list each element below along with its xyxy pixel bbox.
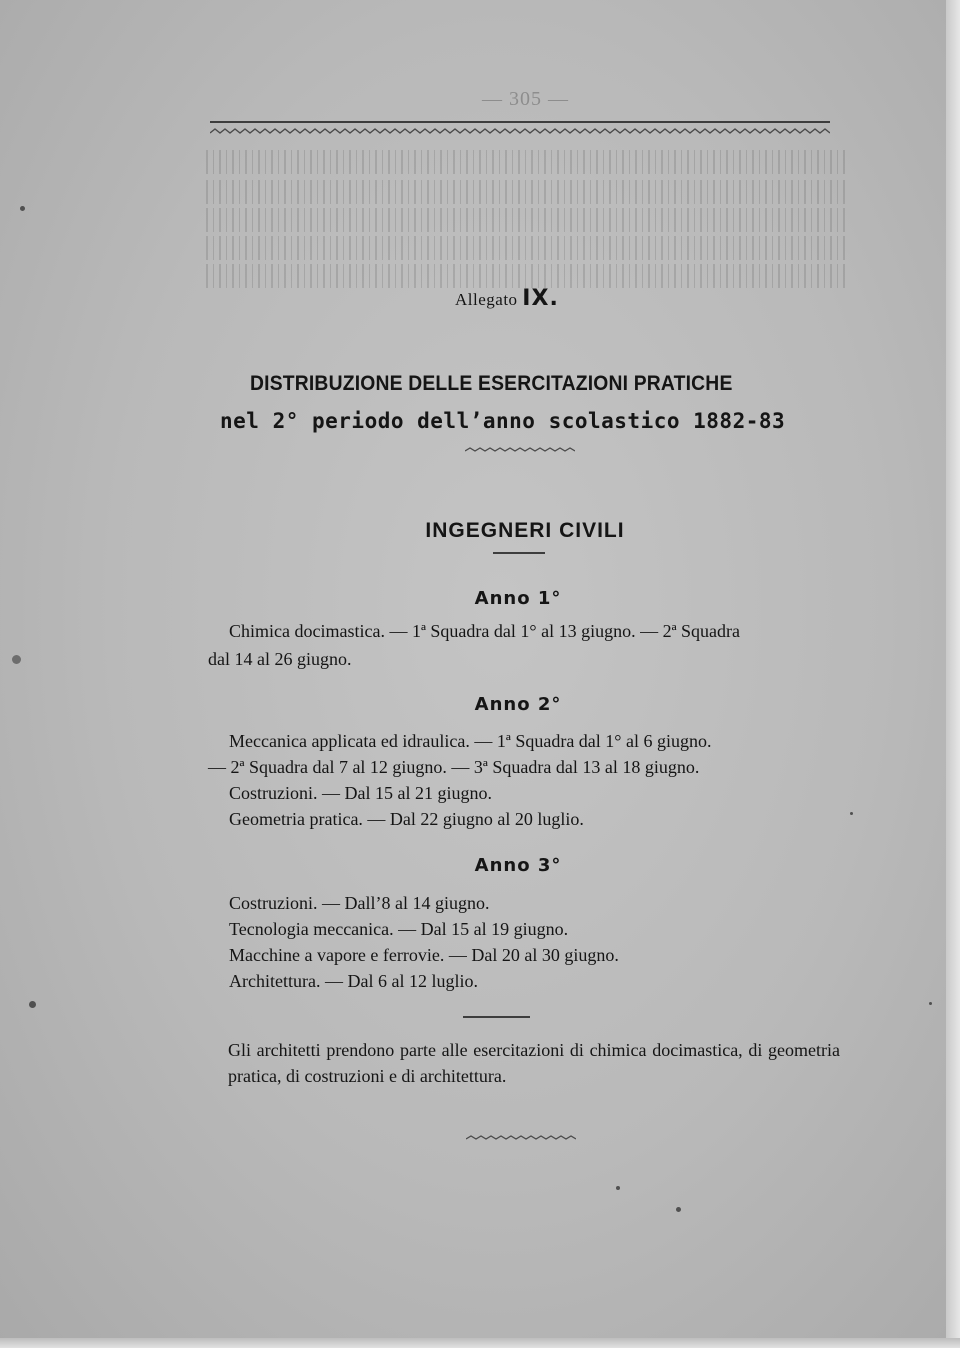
paper-speck <box>20 206 25 211</box>
schedule-line: dal 14 al 26 giugno. <box>208 649 352 669</box>
schedule-line: Meccanica applicata ed idraulica. — 1ª Squadra dal 1° al 6 giugno. <box>229 731 712 751</box>
note-separator <box>463 1016 530 1018</box>
bleed-through-line <box>205 150 845 174</box>
section-rule <box>493 552 545 554</box>
paper-speck <box>12 655 21 664</box>
page-number: — 305 — <box>482 88 569 110</box>
page-right-edge <box>946 0 960 1348</box>
bleed-through-line <box>205 236 845 260</box>
bleed-through-line <box>205 180 845 204</box>
annex-label <box>455 286 559 311</box>
page-bottom-edge <box>0 1338 960 1348</box>
closing-note: Gli architetti prendono parte alle esercitazioni di chimica docimastica, di geometria pratica, di costruzioni e di architettura. <box>228 1040 840 1086</box>
schedule-line: Macchine a vapore e ferrovie. — Dal 20 al 30 giugno. <box>229 945 619 965</box>
schedule-line: Geometria pratica. — Dal 22 giugno al 20 luglio. <box>229 809 584 829</box>
page-subtitle: nel 2° periodo dell’anno scolastico 1882-83 <box>220 409 786 433</box>
paper-speck <box>616 1186 620 1190</box>
header-rule <box>210 121 830 123</box>
paper-speck <box>929 1002 932 1005</box>
schedule-line: Costruzioni. — Dall’8 al 14 giugno. <box>229 893 490 913</box>
schedule-line: — 2ª Squadra dal 7 al 12 giugno. — 3ª Squadra dal 13 al 18 giugno. <box>208 757 700 777</box>
schedule-line: Architettura. — Dal 6 al 12 luglio. <box>229 971 478 991</box>
schedule-line: Tecnologia meccanica. — Dal 15 al 19 giugno. <box>229 919 569 939</box>
paper-speck <box>676 1207 681 1212</box>
year-heading: Anno 2° <box>474 694 562 715</box>
schedule-line: Chimica docimastica. — 1ª Squadra dal 1° al 13 giugno. — 2ª Squadra <box>229 621 741 641</box>
section-title: INGEGNERI CIVILI <box>425 519 625 542</box>
page-title: DISTRIBUZIONE DELLE ESERCITAZIONI PRATICHE <box>250 372 733 395</box>
bleed-through-line <box>205 208 845 232</box>
year-heading: Anno 1° <box>474 588 562 609</box>
year-heading: Anno 3° <box>474 855 562 876</box>
paper-speck <box>850 812 853 815</box>
schedule-line: Costruzioni. — Dal 15 al 21 giugno. <box>229 783 492 803</box>
top-ornament <box>210 126 830 140</box>
annex-number: IX. <box>522 286 559 311</box>
bottom-ornament <box>466 1134 576 1144</box>
title-ornament <box>465 446 575 456</box>
annex-word: Allegato <box>455 290 518 309</box>
paper-speck <box>29 1001 36 1008</box>
bleed-through-line <box>205 264 845 288</box>
